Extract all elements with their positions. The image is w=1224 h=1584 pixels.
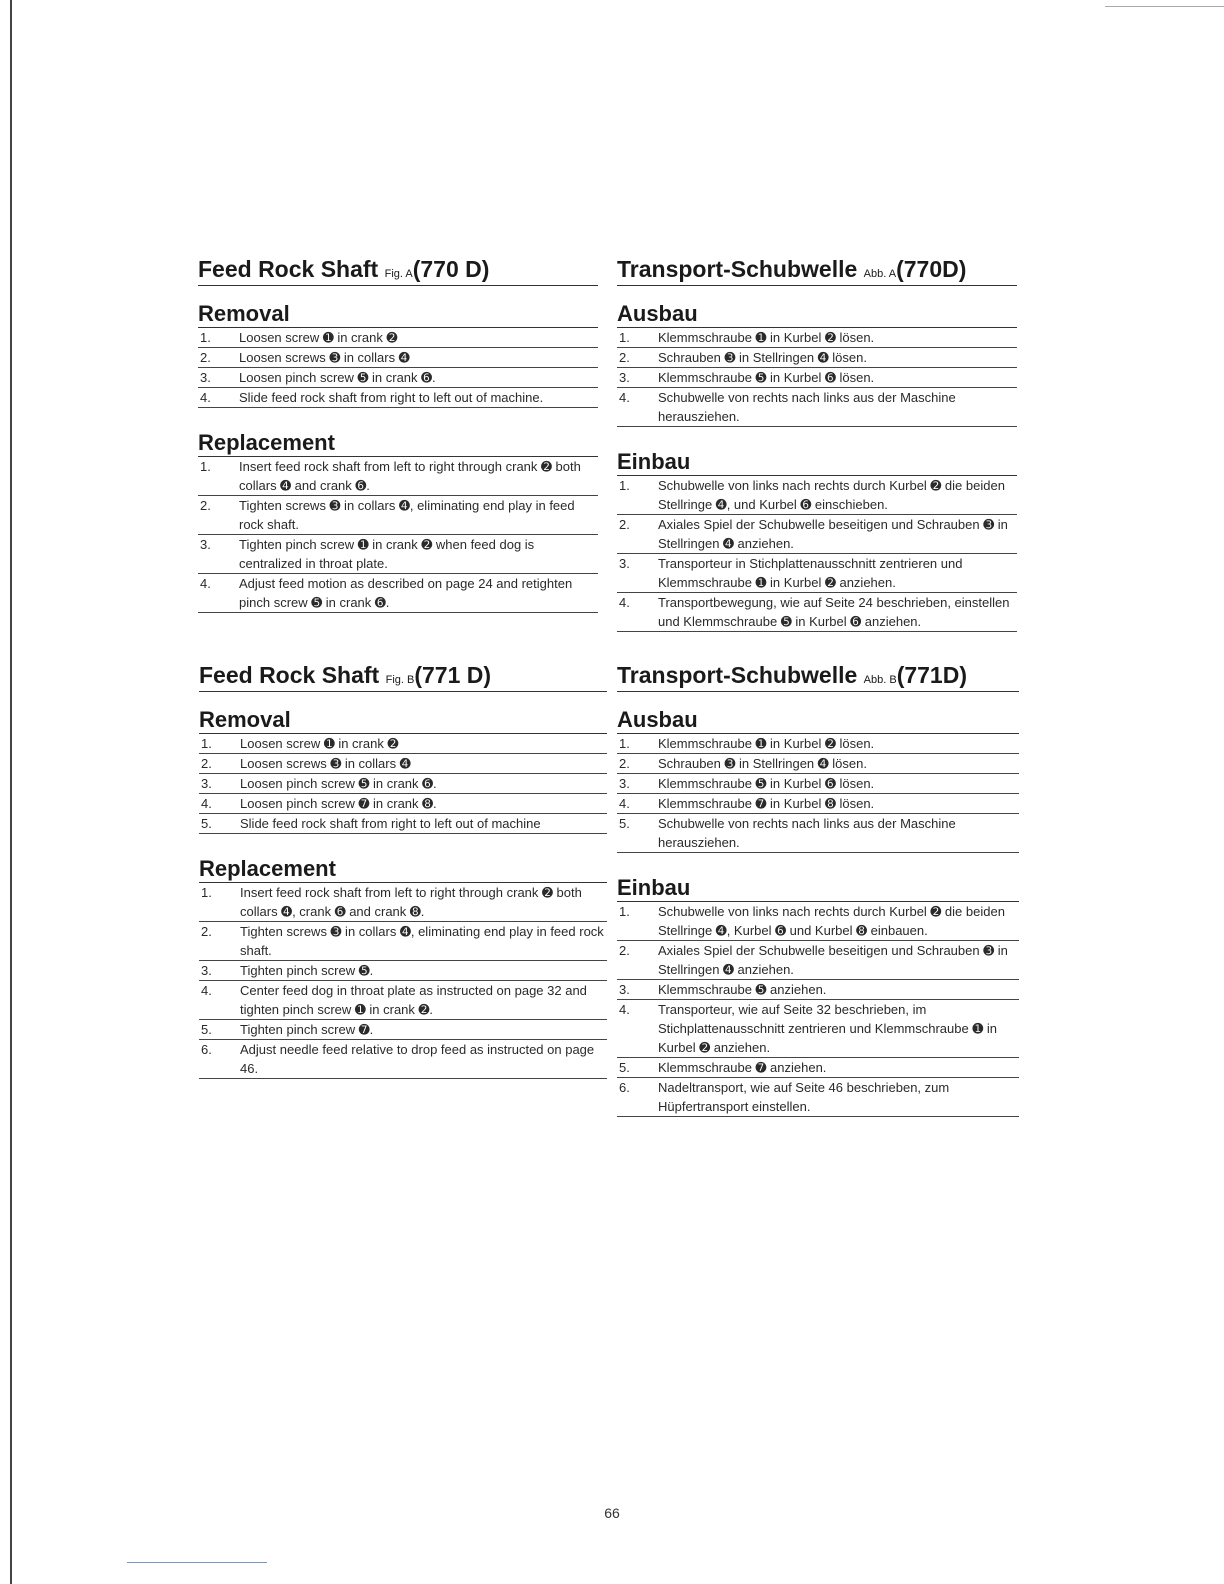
step-item <box>198 457 598 496</box>
section-transport-schubwelle-770d <box>617 256 1017 632</box>
step-text: Klemmschraube ➊ in Kurbel ➋ lösen. <box>658 736 875 751</box>
step-number: 1. <box>200 459 211 474</box>
step-number: 3. <box>200 370 211 385</box>
step-text: Transportbewegung, wie auf Seite 24 beschrieben, einstellen und Klemmschraube ➎ in Kurbel ➏ anziehen. <box>658 595 1010 629</box>
step-number: 3. <box>619 370 630 385</box>
step-number: 1. <box>619 478 630 493</box>
step-item <box>198 574 598 613</box>
replacement-heading: Replacement <box>198 430 598 457</box>
step-number: 2. <box>619 517 630 532</box>
fig-reference: Abb. A <box>863 268 897 280</box>
step-text: Transporteur, wie auf Seite 32 beschrieben, im Stichplattenausschnitt zentrieren und Klemmschraube ➊ in Kurbel ➋ anziehen. <box>658 1002 997 1055</box>
step-number: 5. <box>619 816 630 831</box>
step-item <box>617 941 1019 980</box>
step-number: 4. <box>619 1002 630 1017</box>
title-text: Feed Rock Shaft <box>198 256 379 282</box>
step-text: Loosen screws ➌ in collars ➍ <box>240 756 411 771</box>
step-item <box>617 328 1017 348</box>
step-text: Schrauben ➌ in Stellringen ➍ lösen. <box>658 350 867 365</box>
step-number: 5. <box>201 816 212 831</box>
step-text: Slide feed rock shaft from right to left out of machine <box>240 816 541 831</box>
step-item <box>198 368 598 388</box>
step-item <box>617 1000 1019 1058</box>
replacement-steps <box>198 457 598 613</box>
step-number: 3. <box>201 963 212 978</box>
model-number: (770 D) <box>412 256 490 282</box>
step-item <box>617 794 1019 814</box>
step-text: Insert feed rock shaft from left to right through crank ➋ both collars ➍, crank ➏ and crank ➑. <box>240 885 582 919</box>
page-edge-shadow <box>10 0 12 1584</box>
removal-heading: Ausbau <box>617 301 1017 328</box>
step-item <box>617 1058 1019 1078</box>
step-item <box>199 961 607 981</box>
step-number: 6. <box>619 1080 630 1095</box>
step-number: 3. <box>619 556 630 571</box>
step-number: 1. <box>619 330 630 345</box>
step-item <box>617 980 1019 1000</box>
step-text: Klemmschraube ➐ in Kurbel ➑ lösen. <box>658 796 875 811</box>
step-text: Klemmschraube ➐ anziehen. <box>658 1060 827 1075</box>
step-number: 6. <box>201 1042 212 1057</box>
step-number: 1. <box>619 736 630 751</box>
step-item <box>199 1040 607 1079</box>
step-number: 4. <box>201 796 212 811</box>
section-feed-rock-shaft-771d <box>199 662 607 1079</box>
step-item <box>199 922 607 961</box>
step-text: Loosen pinch screw ➐ in crank ➑. <box>240 796 437 811</box>
step-item <box>617 476 1017 515</box>
removal-heading: Ausbau <box>617 707 1019 734</box>
step-item <box>199 814 607 834</box>
step-number: 1. <box>201 885 212 900</box>
step-number: 4. <box>200 390 211 405</box>
replacement-heading: Einbau <box>617 875 1019 902</box>
step-text: Axiales Spiel der Schubwelle beseitigen und Schrauben ➌ in Stellringen ➍ anziehen. <box>658 943 1008 977</box>
step-text: Schubwelle von links nach rechts durch Kurbel ➋ die beiden Stellringe ➍, Kurbel ➏ und Kurbel ➑ einbauen. <box>658 904 1005 938</box>
step-number: 4. <box>619 390 630 405</box>
removal-steps <box>617 328 1017 427</box>
step-text: Tighten pinch screw ➊ in crank ➋ when feed dog is centralized in throat plate. <box>239 537 535 571</box>
removal-steps <box>198 328 598 408</box>
step-text: Adjust feed motion as described on page 24 and retighten pinch screw ➎ in crank ➏. <box>239 576 573 610</box>
fig-reference: Fig. A <box>384 268 413 280</box>
step-item <box>617 734 1019 754</box>
step-number: 1. <box>619 904 630 919</box>
step-text: Klemmschraube ➎ in Kurbel ➏ lösen. <box>658 776 875 791</box>
step-text: Tighten pinch screw ➎. <box>240 963 374 978</box>
step-number: 2. <box>200 498 211 513</box>
section-title <box>617 662 1019 692</box>
step-text: Axiales Spiel der Schubwelle beseitigen und Schrauben ➌ in Stellringen ➍ anziehen. <box>658 517 1008 551</box>
step-number: 2. <box>200 350 211 365</box>
step-number: 2. <box>201 924 212 939</box>
step-number: 4. <box>200 576 211 591</box>
step-text: Loosen screw ➊ in crank ➋ <box>240 736 399 751</box>
step-text: Slide feed rock shaft from right to left out of machine. <box>239 390 544 405</box>
step-text: Klemmschraube ➊ in Kurbel ➋ lösen. <box>658 330 875 345</box>
step-item <box>617 348 1017 368</box>
step-text: Loosen pinch screw ➎ in crank ➏. <box>239 370 436 385</box>
step-text: Loosen screws ➌ in collars ➍ <box>239 350 410 365</box>
step-number: 2. <box>619 350 630 365</box>
step-item <box>617 388 1017 427</box>
step-item <box>199 1020 607 1040</box>
replacement-steps <box>199 883 607 1079</box>
removal-steps <box>199 734 607 834</box>
step-item <box>617 368 1017 388</box>
section-title <box>199 662 607 692</box>
step-item <box>198 328 598 348</box>
title-text: Transport-Schubwelle <box>617 662 858 688</box>
step-item <box>199 774 607 794</box>
step-number: 1. <box>201 736 212 751</box>
fig-reference: Fig. B <box>385 674 415 686</box>
step-item <box>617 814 1019 853</box>
step-number: 3. <box>201 776 212 791</box>
step-item <box>199 734 607 754</box>
removal-heading: Removal <box>198 301 598 328</box>
step-number: 4. <box>201 983 212 998</box>
bottom-rule <box>127 1562 267 1563</box>
step-item <box>198 348 598 368</box>
replacement-steps <box>617 476 1017 632</box>
step-item <box>617 774 1019 794</box>
step-text: Loosen screw ➊ in crank ➋ <box>239 330 398 345</box>
page-number: 66 <box>604 1505 620 1521</box>
model-number: (770D) <box>896 256 967 282</box>
step-number: 4. <box>619 796 630 811</box>
step-number: 5. <box>201 1022 212 1037</box>
step-text: Tighten screws ➌ in collars ➍, eliminating end play in feed rock shaft. <box>239 498 575 532</box>
step-number: 5. <box>619 1060 630 1075</box>
step-text: Tighten pinch screw ➐. <box>240 1022 374 1037</box>
step-item <box>617 754 1019 774</box>
step-item <box>617 593 1017 632</box>
model-number: (771D) <box>896 662 967 688</box>
step-item <box>198 535 598 574</box>
step-text: Transporteur in Stichplattenausschnitt zentrieren und Klemmschraube ➊ in Kurbel ➋ anziehen. <box>658 556 963 590</box>
step-item <box>199 981 607 1020</box>
step-item <box>198 496 598 535</box>
step-item <box>199 883 607 922</box>
fig-reference: Abb. B <box>863 674 897 686</box>
step-text: Klemmschraube ➎ anziehen. <box>658 982 827 997</box>
step-text: Insert feed rock shaft from left to right through crank ➋ both collars ➍ and crank ➏. <box>239 459 581 493</box>
section-title <box>617 256 1017 286</box>
title-text: Feed Rock Shaft <box>199 662 380 688</box>
step-number: 2. <box>619 756 630 771</box>
step-number: 2. <box>201 756 212 771</box>
step-text: Nadeltransport, wie auf Seite 46 beschrieben, zum Hüpfertransport einstellen. <box>658 1080 950 1114</box>
step-number: 3. <box>619 776 630 791</box>
step-item <box>617 1078 1019 1117</box>
replacement-heading: Replacement <box>199 856 607 883</box>
step-number: 3. <box>200 537 211 552</box>
replacement-heading: Einbau <box>617 449 1017 476</box>
step-number: 3. <box>619 982 630 997</box>
step-text: Schubwelle von rechts nach links aus der Maschine herausziehen. <box>658 816 956 850</box>
section-title <box>198 256 598 286</box>
title-text: Transport-Schubwelle <box>617 256 858 282</box>
step-text: Schubwelle von links nach rechts durch Kurbel ➋ die beiden Stellringe ➍, und Kurbel ➏ einschieben. <box>658 478 1005 512</box>
section-feed-rock-shaft-770d <box>198 256 598 613</box>
removal-steps <box>617 734 1019 853</box>
step-item <box>617 554 1017 593</box>
step-text: Tighten screws ➌ in collars ➍, eliminating end play in feed rock shaft. <box>240 924 604 958</box>
step-number: 4. <box>619 595 630 610</box>
step-item <box>198 388 598 408</box>
step-text: Klemmschraube ➎ in Kurbel ➏ lösen. <box>658 370 875 385</box>
step-text: Center feed dog in throat plate as instructed on page 32 and tighten pinch screw ➊ in crank ➋. <box>240 983 587 1017</box>
top-rule <box>1105 6 1224 7</box>
step-text: Adjust needle feed relative to drop feed as instructed on page 46. <box>240 1042 595 1076</box>
step-text: Schubwelle von rechts nach links aus der Maschine herausziehen. <box>658 390 956 424</box>
step-item <box>617 902 1019 941</box>
step-number: 2. <box>619 943 630 958</box>
replacement-steps <box>617 902 1019 1117</box>
model-number: (771 D) <box>414 662 492 688</box>
removal-heading: Removal <box>199 707 607 734</box>
step-text: Schrauben ➌ in Stellringen ➍ lösen. <box>658 756 867 771</box>
step-number: 1. <box>200 330 211 345</box>
section-transport-schubwelle-771d <box>617 662 1019 1117</box>
step-item <box>617 515 1017 554</box>
step-item <box>199 754 607 774</box>
step-item <box>199 794 607 814</box>
step-text: Loosen pinch screw ➎ in crank ➏. <box>240 776 437 791</box>
